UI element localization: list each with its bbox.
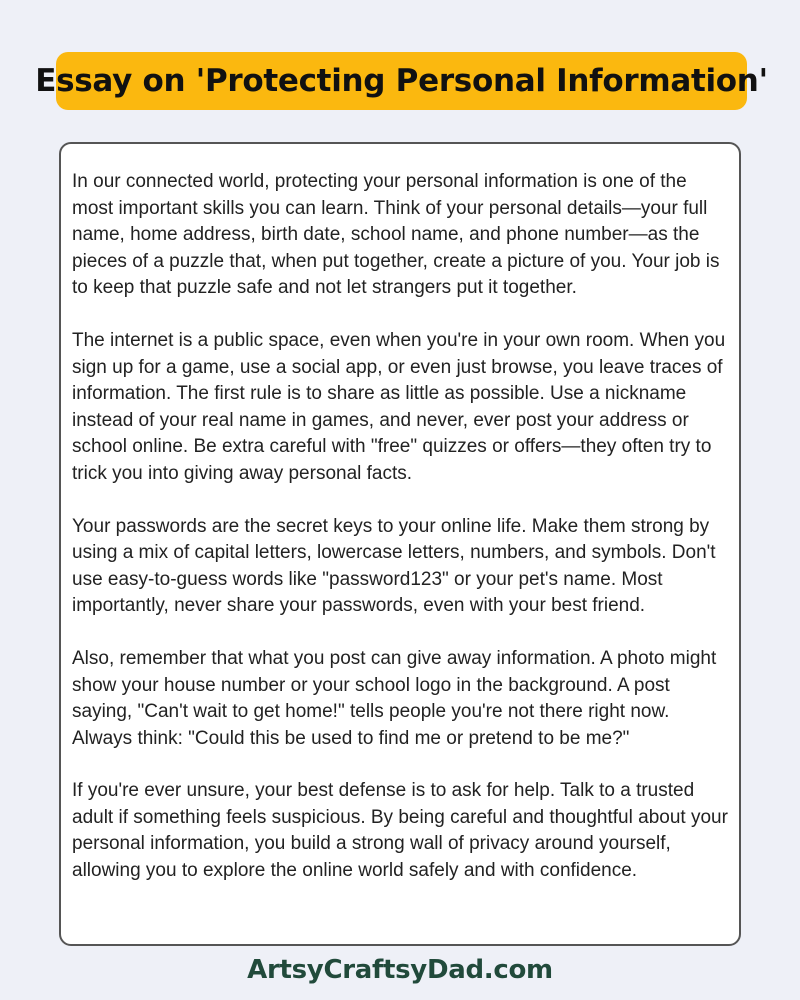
essay-card <box>59 142 741 946</box>
footer-brand-link[interactable]: ArtsyCraftsyDad.com <box>247 955 553 985</box>
essay-paragraph-3: Your passwords are the secret keys to your online life. Make them strong by using a mix of capital letters, lowercase letters, numbers, and symbols. Don't use easy-to-guess words like "password123" or your pet's name. Most importantly, never share your passwords, even with your best friend. <box>72 515 716 617</box>
essay-paragraph-1: In our connected world, protecting your personal information is one of the most important skills you can learn. Think of your personal details—your full name, home address, birth date, school name, and phone number—as the pieces of a puzzle that, when put together, create a picture of you. Your job is to keep that puzzle safe and not let strangers put it together. <box>72 171 720 299</box>
title-banner <box>35 52 768 110</box>
page-title: Essay on 'Protecting Personal Information' <box>35 63 768 99</box>
essay-paragraph-4: Also, remember that what you post can give away information. A photo might show your house number or your school logo in the background. A post saying, "Can't wait to get home!" tells people you're not there right now. Always think: "Could this be used to find me or pretend to be me?" <box>72 647 717 749</box>
essay-paragraph-5: If you're ever unsure, your best defense is to ask for help. Talk to a trusted adult if something feels suspicious. By being careful and thoughtful about your personal information, you build a strong wall of privacy around yourself, allowing you to explore the online world safely and with confidence. <box>72 780 728 882</box>
essay-paragraph-2: The internet is a public space, even when you're in your own room. When you sign up for a game, use a social app, or even just browse, you leave traces of information. The first rule is to share as little as possible. Use a nickname instead of your real name in games, and never, ever post your address or school online. Be extra careful with "free" quizzes or offers—they often try to trick you into giving away personal facts. <box>72 329 726 484</box>
